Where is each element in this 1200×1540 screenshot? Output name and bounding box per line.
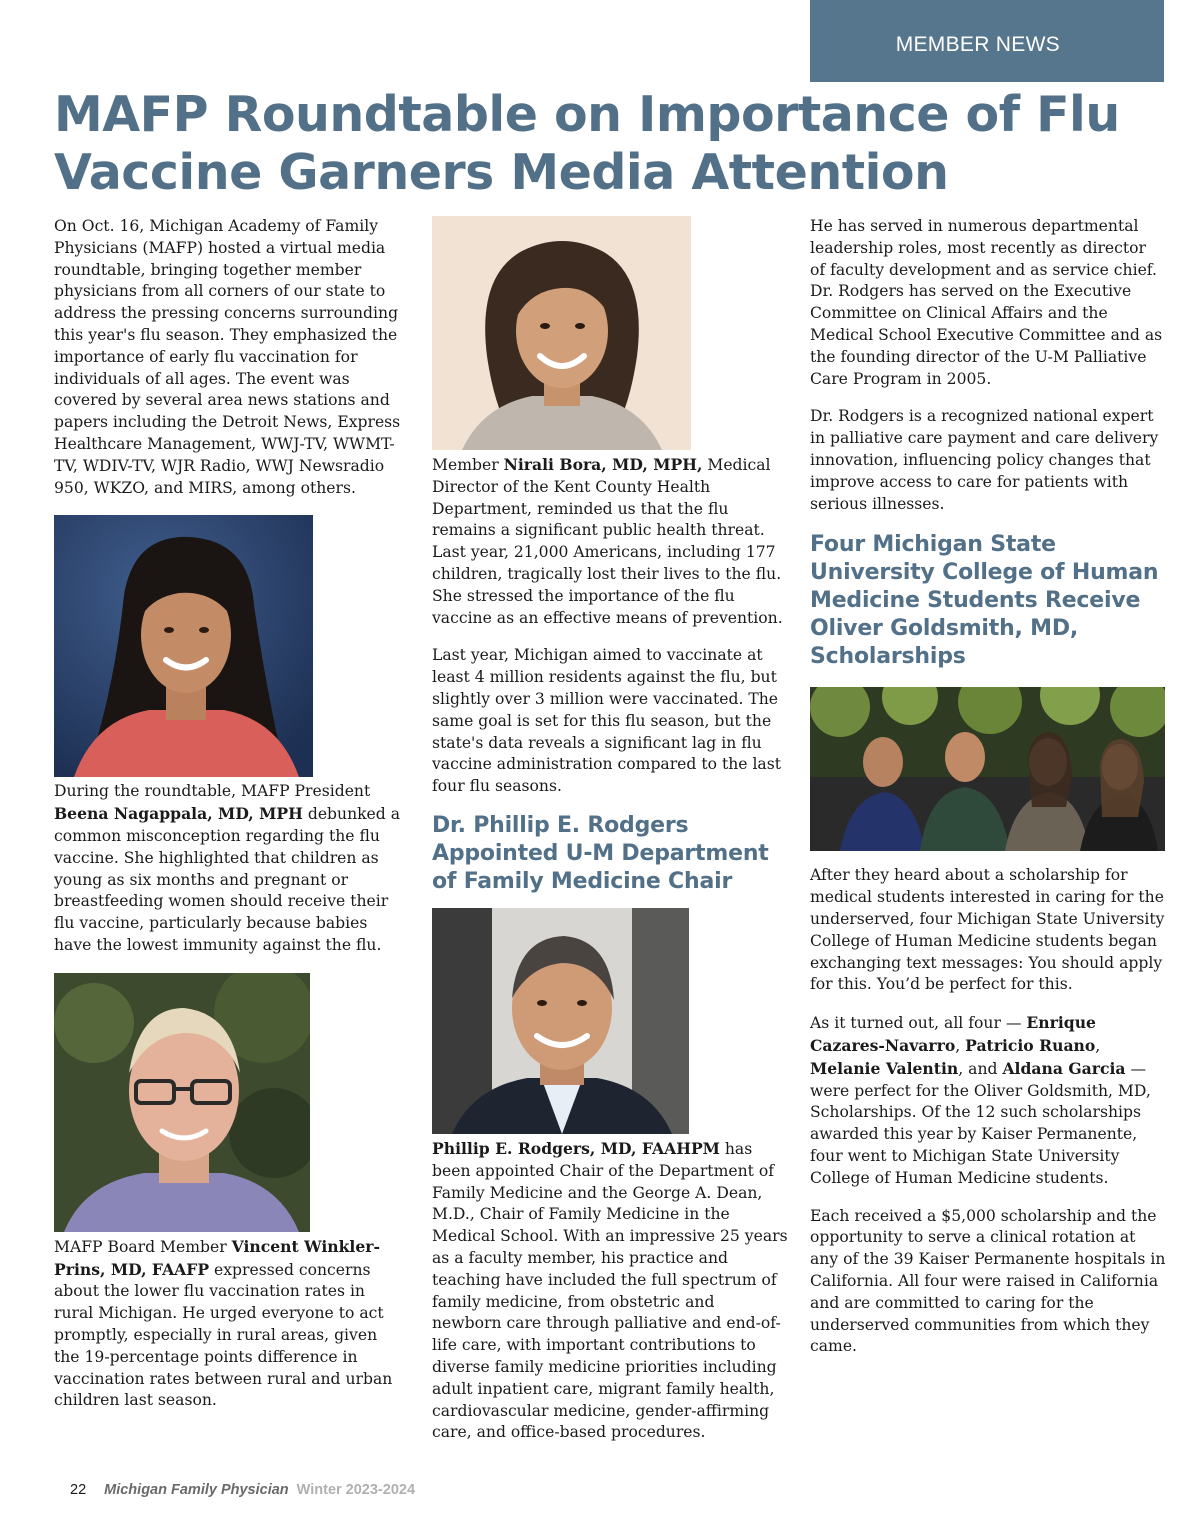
section-tab — [810, 0, 1164, 82]
msu-paragraph-3: Each received a $5,000 scholarship and the opportunity to serve a clinical rotation at any of the 39 Kaiser Permanente hospitals in California. All four were raised in California and are committed to caring for the underserved communities from which they came. — [810, 1206, 1166, 1356]
msu-paragraph-2-body: — were perfect for the Oliver Goldsmith, MD, Scholarships. Of the 12 such scholarships awarded this year by Kaiser Permanente, four went to Michigan State University College of Human Medicine students. — [810, 1059, 1151, 1187]
msu-heading: Four Michigan State University College of Human Medicine Students Receive Oliver Goldsmith, MD, Scholarships — [810, 532, 1159, 670]
nagappala-body-text: debunked a common misconception regarding the flu vaccine. She highlighted that children as young as six months and pregnant or breastfeeding women should receive their flu vaccine, particularly because babies have the lowest immunity against the flu. — [54, 805, 401, 954]
winkler-prins-intro-text: MAFP Board Member — [54, 1237, 232, 1256]
vaccination-goal-paragraph: Last year, Michigan aimed to vaccinate at least 4 million residents against the flu, but slightly over 3 million were vaccinated. The same goal is set for this flu season, but the state's data reveals a significant lag in flu vaccine administration compared to the last four flu seasons. — [432, 646, 782, 796]
student-name-3: Melanie Valentin — [810, 1058, 959, 1078]
page-footer — [70, 1482, 415, 1498]
intro-paragraph: On Oct. 16, Michigan Academy of Family Physicians (MAFP) hosted a virtual media roundtable, bringing together member physicians from all corners of our state to address the pressing concerns surrounding this year's flu season. They emphasized the importance of early flu vaccination for individuals of all ages. The event was covered by several area news stations and papers including the Detroit News, Express Healthcare Management, WWJ-TV, WWMT-TV, WDIV-TV, WJR Radio, WWJ Newsradio 950, WKZO, and MIRS, among others. — [54, 217, 401, 497]
bora-photo — [432, 216, 691, 450]
rodgers-photo — [432, 908, 689, 1134]
bora-intro-text: Member — [432, 456, 504, 474]
article-headline: MAFP Roundtable on Importance of Flu Vaccine Garners Media Attention — [54, 86, 1120, 201]
issue-label: Winter 2023-2024 — [296, 1482, 416, 1498]
winkler-prins-paragraph — [54, 1236, 406, 1412]
column-2 — [432, 216, 788, 1460]
rodgers-roles-paragraph: He has served in numerous departmental leadership roles, most recently as director of faculty development and as service chief. Dr. Rodgers has served on the Executive Committee on Clinical Affairs and the Medical School Executive Committee and as the founding director of the U-M Palliative Care Program in 2005. — [810, 217, 1163, 388]
column-1 — [54, 216, 406, 1428]
winkler-prins-photo — [54, 973, 310, 1232]
nagappala-intro-text: During the roundtable, MAFP President — [54, 782, 371, 801]
rodgers-name: Phillip E. Rodgers, MD, FAAHPM — [432, 1138, 720, 1158]
student-name-4: Aldana Garcia — [1002, 1058, 1126, 1078]
bora-name: Nirali Bora, MD, MPH, — [503, 455, 703, 474]
nagappala-photo — [54, 515, 313, 777]
msu-paragraph-1: After they heard about a scholarship for medical students interested in caring for the underserved, four Michigan State University College of Human Medicine students began exchanging text messages: You should apply for this. You’d be perfect for this. — [810, 866, 1165, 994]
publication-name: Michigan Family Physician — [104, 1482, 289, 1498]
student-separator-1: , — [955, 1036, 966, 1055]
rodgers-body-text: has been appointed Chair of the Department of Family Medicine and the George A. Dean, M.D., Chair of Family Medicine in the Medical School. With an impressive 25 years as a faculty member, his practice and teaching have included the full spectrum of family medicine, from obstetric and newborn care through palliative and end-of-life care, with important contributions to diverse family medicine priorities including adult inpatient care, migrant family health, cardiovascular medicine, gender-affirming care, and office-based procedures. — [432, 1139, 788, 1442]
page-number: 22 — [70, 1482, 87, 1498]
rodgers-paragraph — [432, 1138, 788, 1444]
winkler-prins-body-text: expressed concerns about the lower flu vaccination rates in rural Michigan. He urged everyone to act promptly, especially in rural areas, given the 19-percentage points difference in vaccination rates between rural and urban children last season. — [54, 1260, 393, 1410]
nagappala-name: Beena Nagappala, MD, MPH — [54, 804, 303, 824]
nagappala-paragraph — [54, 781, 406, 956]
student-separator-2: , — [1095, 1036, 1101, 1055]
student-name-1: Enrique Cazares-Navarro — [810, 1013, 1096, 1055]
bora-paragraph — [432, 454, 788, 629]
winkler-prins-name: Vincent Winkler-Prins, MD, FAAFP — [54, 1236, 380, 1279]
section-tab-label: MEMBER NEWS — [895, 33, 1060, 56]
msu-students-photo — [810, 687, 1165, 851]
bora-body-text: Medical Director of the Kent County Health Department, reminded us that the flu remains a significant public health threat. Last year, 21,000 Americans, including 177 children, tragically lost their lives to the flu. She stressed the importance of the flu vaccine as an effective means of prevention. — [432, 456, 783, 627]
msu-paragraph-2 — [810, 1012, 1166, 1189]
msu-paragraph-2-intro: As it turned out, all four — — [810, 1014, 1027, 1033]
column-3 — [810, 216, 1166, 1374]
rodgers-heading: Dr. Phillip E. Rodgers Appointed U-M Department of Family Medicine Chair — [432, 812, 769, 894]
student-name-2: Patricio Ruano — [965, 1035, 1096, 1055]
rodgers-expert-paragraph: Dr. Rodgers is a recognized national expert in palliative care payment and care delivery innovation, influencing policy changes that improve access to care for patients with serious illnesses. — [810, 407, 1159, 513]
student-separator-3: , and — [958, 1059, 1003, 1078]
